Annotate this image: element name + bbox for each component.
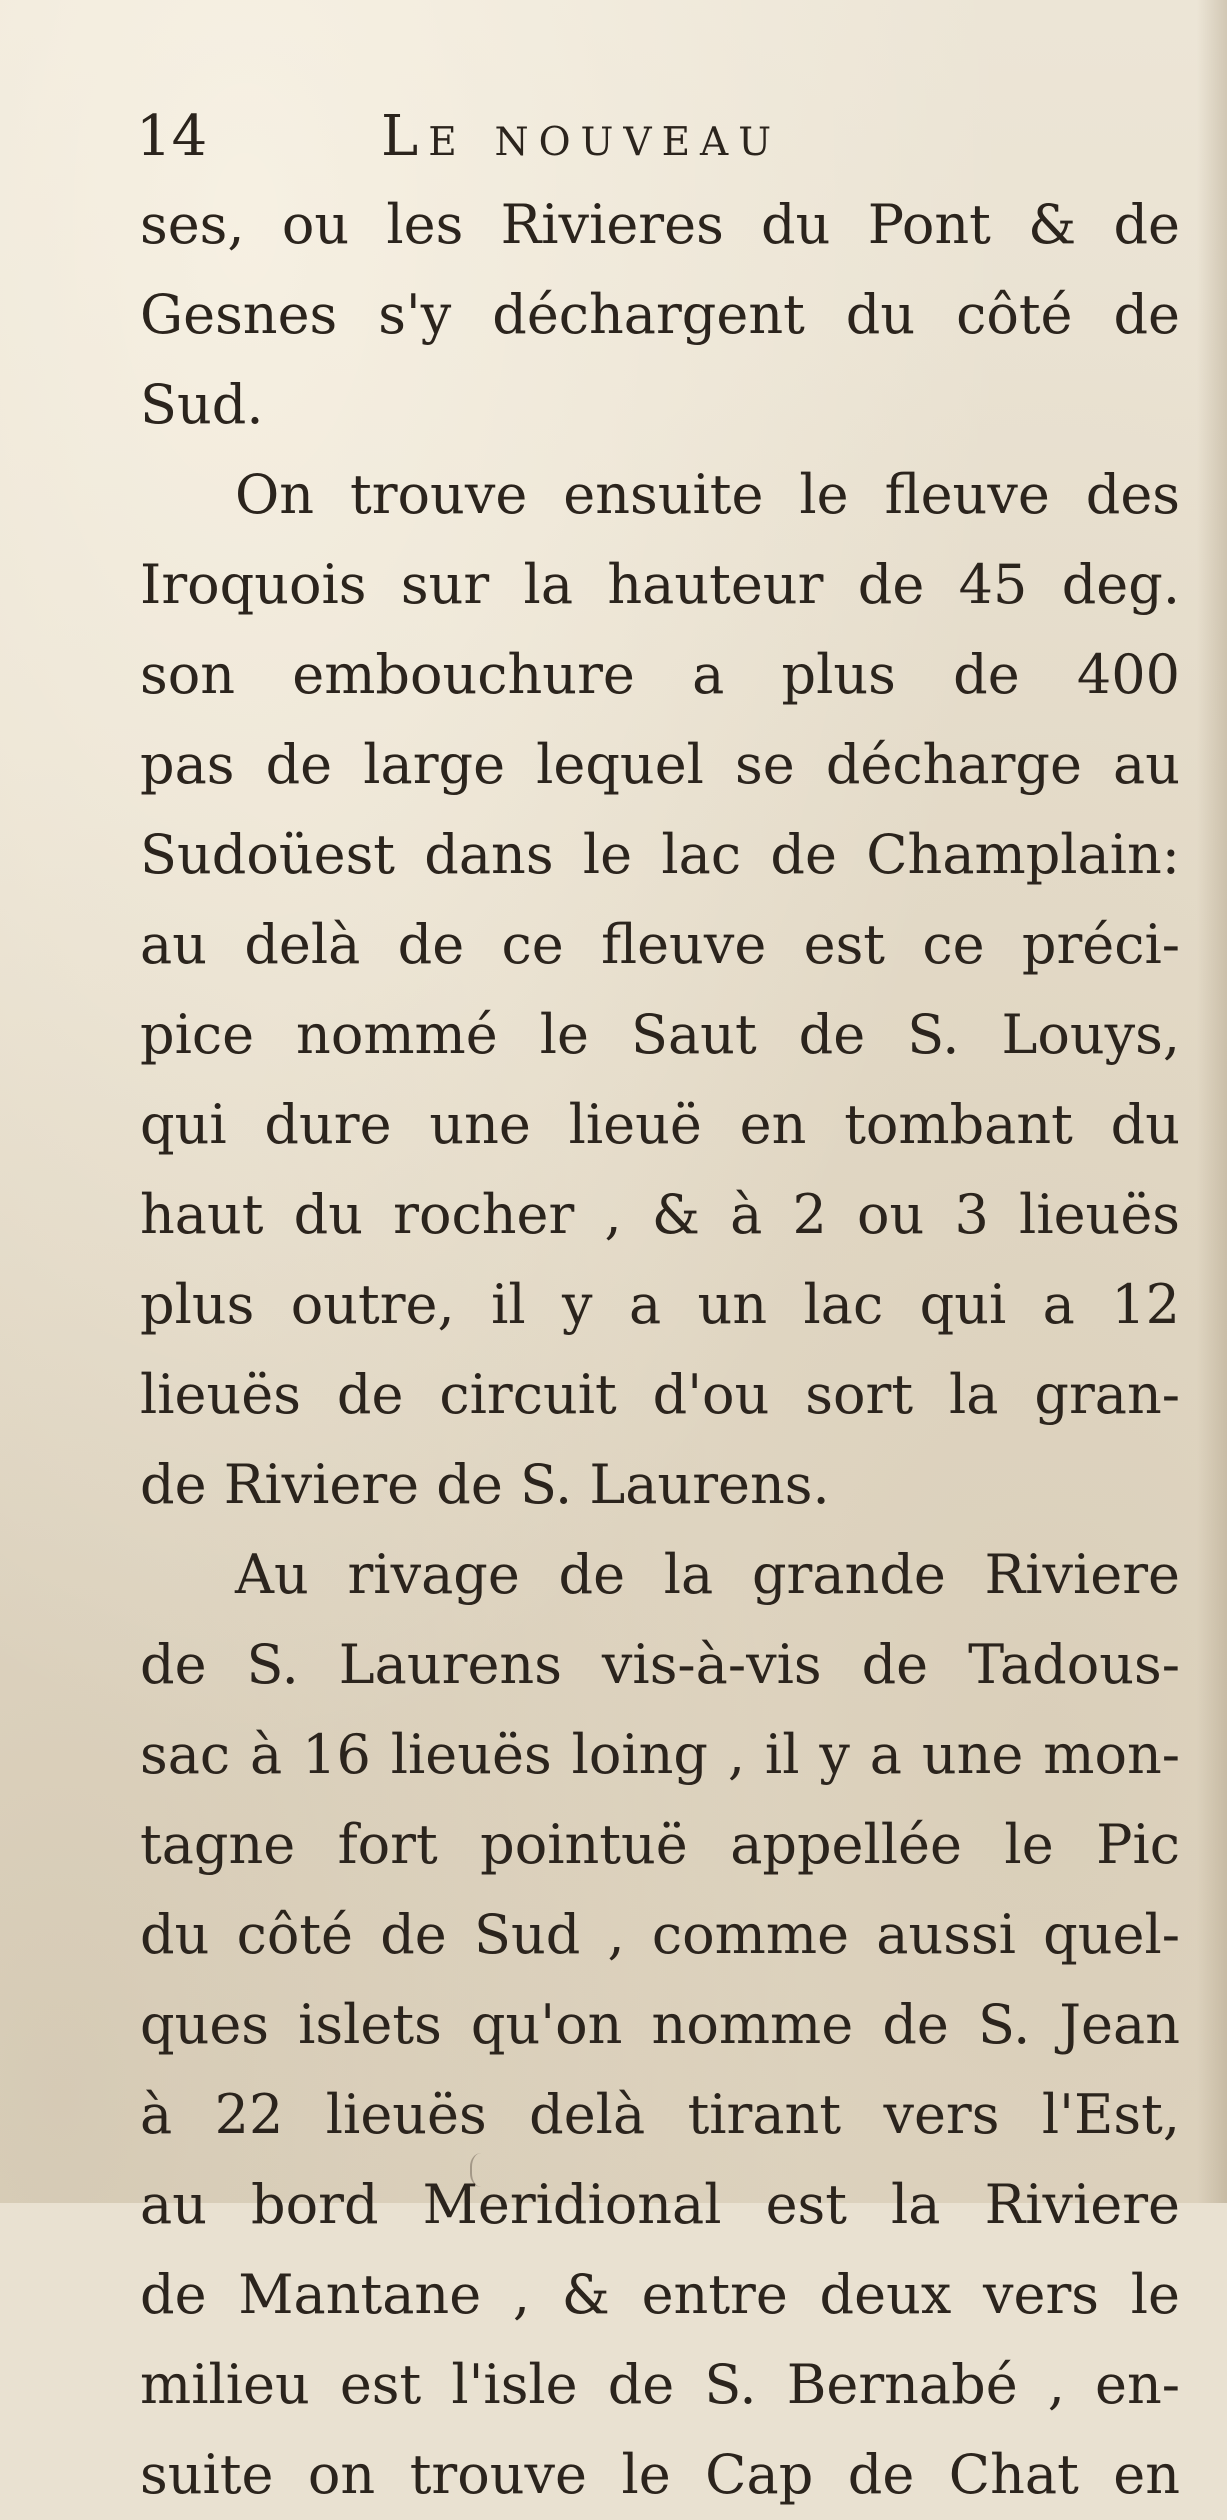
text-line: au bord Meridional est la Riviere <box>140 2173 1180 2236</box>
text-line: son embouchure a plus de 400 <box>140 643 1180 706</box>
paragraph-first-line: Au rivage de la grande Riviere <box>235 1543 1180 1606</box>
text-line: pas de large lequel se décharge au <box>140 733 1180 796</box>
running-head: Le nouveau <box>381 104 782 169</box>
ink-mark <box>470 2153 498 2187</box>
text-line: milieu est l'isle de S. Bernabé , en- <box>140 2353 1180 2416</box>
text-block <box>140 180 1180 2520</box>
text-line: Sudoüest dans le lac de Champlain: <box>140 823 1180 886</box>
text-line: de Riviere de S. Laurens. <box>140 1453 830 1516</box>
text-line: suite on trouve le Cap de Chat en <box>140 2443 1180 2506</box>
page-header <box>136 102 1096 172</box>
text-line: lieuës de circuit d'ou sort la gran- <box>140 1363 1180 1426</box>
text-line: Iroquois sur la hauteur de 45 deg. <box>140 553 1180 616</box>
text-line: pice nommé le Saut de S. Louys, <box>140 1003 1180 1066</box>
text-line: de Mantane , & entre deux vers le <box>140 2263 1180 2326</box>
page-number: 14 <box>136 104 208 169</box>
text-line: du côté de Sud , comme aussi quel- <box>140 1903 1180 1966</box>
paragraph-first-line: On trouve ensuite le fleuve des <box>235 463 1180 526</box>
page-edge-shadow <box>1197 0 1227 2203</box>
text-line: ques islets qu'on nomme de S. Jean <box>140 1993 1180 2056</box>
text-line: au delà de ce fleuve est ce préci- <box>140 913 1180 976</box>
text-line: Gesnes s'y déchargent du côté de <box>140 283 1180 346</box>
text-line: Sud. <box>140 373 264 436</box>
text-line: qui dure une lieuë en tombant du <box>140 1093 1180 1156</box>
text-line: haut du rocher , & à 2 ou 3 lieuës <box>140 1183 1180 1246</box>
text-line: plus outre, il y a un lac qui a 12 <box>140 1273 1180 1336</box>
text-line: ses, ou les Rivieres du Pont & de <box>140 193 1180 256</box>
text-line: tagne fort pointuë appellée le Pic <box>140 1813 1180 1876</box>
text-line: de S. Laurens vis-à-vis de Tadous- <box>140 1633 1180 1696</box>
text-line: à 22 lieuës delà tirant vers l'Est, <box>140 2083 1180 2146</box>
text-line: sac à 16 lieuës loing , il y a une mon- <box>140 1723 1180 1786</box>
